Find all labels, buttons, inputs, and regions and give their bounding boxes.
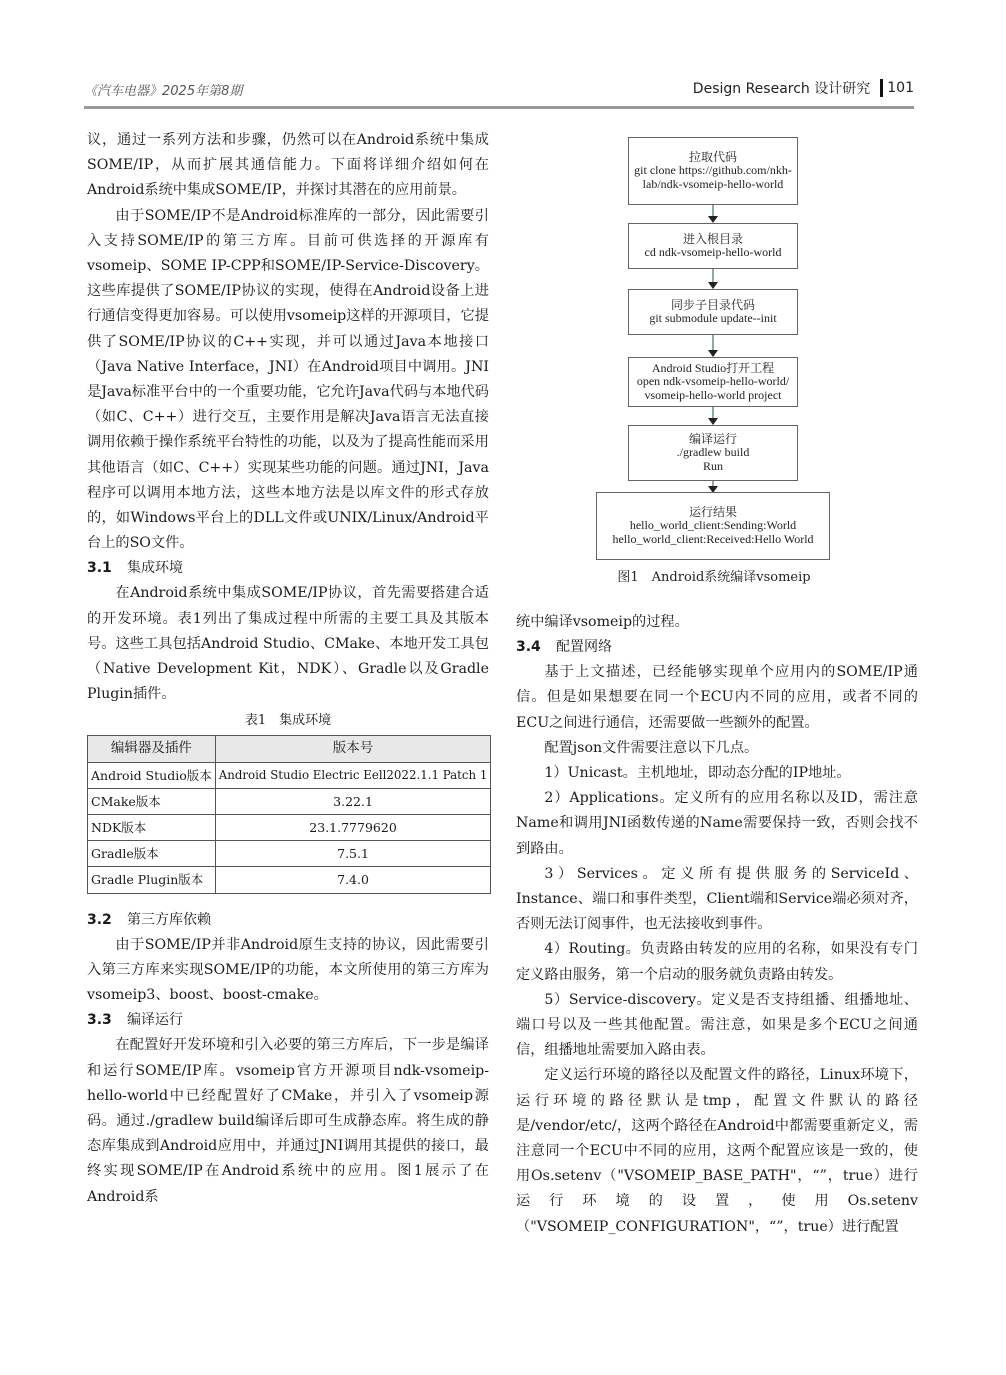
step-command: ./gradlew build bbox=[676, 445, 750, 460]
table-cell: Gradle Plugin版本 bbox=[88, 867, 216, 893]
table-header-cell: 编辑器及插件 bbox=[88, 736, 216, 762]
table-cell: NDK版本 bbox=[88, 815, 216, 841]
config-item-applications: 2）Applications。定义所有的应用名称以及ID，需注意Name和调用JNI函数传递的Name需要保持一致，否则会找不到路由。 bbox=[516, 790, 918, 857]
table-caption: 表1 集成环境 bbox=[244, 713, 332, 729]
flow-step-open-project bbox=[628, 357, 798, 407]
section-3-4-paragraph-2: 配置json文件需要注意以下几点。 bbox=[544, 739, 759, 756]
section-title: 编译运行 bbox=[127, 1012, 183, 1029]
table-header-row bbox=[88, 736, 491, 762]
table-cell: Android Studio版本 bbox=[88, 762, 216, 788]
table-row bbox=[88, 867, 491, 893]
flow-arrow-icon bbox=[712, 407, 714, 423]
section-header bbox=[693, 78, 914, 98]
section-3-2-heading bbox=[87, 908, 489, 933]
step-command: cd ndk-vsomeip-hello-world bbox=[644, 245, 782, 259]
flow-step-build bbox=[628, 425, 798, 481]
flow-step-submodule bbox=[628, 289, 798, 335]
config-item-services: 3）Services。定义所有提供服务的ServiceId、Instance、端口和事件类型，Client端和Service端必须对齐，否则无法订阅事件，也无法接收到事件。 bbox=[516, 865, 918, 933]
flow-arrow-icon bbox=[712, 269, 714, 287]
flow-arrow-icon bbox=[712, 481, 714, 491]
continuation-text: 统中编译vsomeip的过程。 bbox=[516, 614, 689, 630]
table-cell: 7.4.0 bbox=[215, 867, 491, 893]
step-command: hello_world_client:Sending:World bbox=[629, 518, 797, 533]
step-command: hello_world_client:Received:Hello World bbox=[612, 531, 814, 546]
section-3-2-paragraph: 由于SOME/IP并非Android原生支持的协议，因此需要引入第三方库来实现SOME/IP的功能，本文所使用的第三方库为vsomeip3、boost、boost-cmake。 bbox=[87, 936, 489, 1004]
step-command: open ndk-vsomeip-hello-world/ bbox=[636, 374, 790, 389]
intro-paragraph-2: 由于SOME/IP不是Android标准库的一部分，因此需要引入支持SOME/IP的第三方库。目前可供选择的开源库有vsomeip、SOME IP-CPP和SOME/IP-Service-Discovery。这些库提供了SOME/IP协议的实现，使得在Android设备上进行通信变得更加容易。可以使用vsomeip这样的开源项目，它提供了SOME/IP协议的C++实现，并可以通过Java本地接口（Java Native Interface，JNI）在Android项目中调用。JNI是Java标准平台中的一个重要功能，它允许Java代码与本地代码（如C、C++）进行交互，主要作用是解决Java语言无法直接调用依赖于操作系统平台特性的功能，以及为了提高性能而采用其他语言（如C、C++）实现某些功能的问题。通过JNI，Java程序可以调用本地方法，这些本地方法是以库文件的形式存放的，如Windows平台上的DLL文件或UNIX/Linux/Android平台上的SO文件。 bbox=[87, 207, 489, 552]
step-title: Android Studio打开工程 bbox=[651, 360, 775, 375]
step-title: 同步子目录代码 bbox=[670, 297, 755, 312]
integration-environment-table bbox=[87, 735, 491, 893]
page-number: 101 bbox=[887, 80, 914, 96]
section-3-3-heading bbox=[87, 1008, 489, 1033]
table-cell: 23.1.7779620 bbox=[215, 815, 491, 841]
header-rule bbox=[84, 106, 914, 109]
step-title: 编译运行 bbox=[688, 431, 737, 446]
table-cell: CMake版本 bbox=[88, 788, 216, 814]
section-3-4-paragraph-1: 基于上文描述，已经能够实现单个应用内的SOME/IP通信。但是如果想要在同一个ECU内不同的应用，或者不同的ECU之间进行通信，还需要做一些额外的配置。 bbox=[516, 664, 918, 731]
step-command: git submodule update--init bbox=[649, 311, 777, 325]
table-row bbox=[88, 762, 491, 788]
flow-arrow-icon bbox=[712, 205, 714, 221]
table-cell: 7.5.1 bbox=[215, 841, 491, 867]
table-row bbox=[88, 841, 491, 867]
table-row bbox=[88, 788, 491, 814]
table-row bbox=[88, 815, 491, 841]
config-item-routing: 4）Routing。负责路由转发的应用的名称，如果没有专门定义路由服务，第一个启动的服务就负责路由转发。 bbox=[516, 941, 918, 983]
section-3-1-heading bbox=[87, 556, 489, 581]
step-command: vsomeip-hello-world project bbox=[644, 387, 782, 402]
section-3-4-paragraph-3: 定义运行环境的路径以及配置文件的路径，Linux环境下，运行环境的路径默认是tmp，配置文件默认的路径是/vendor/etc/，这两个路径在Android中都需要重新定义，需注意同一个ECU中不同的应用，这两个配置应该是一致的，使用Os.setenv（"VSOMEIP_BASE_PATH"，“”，true）进行运行环境的设置，使用Os.setenv（"VSOMEIP_CONFIGURATION"，“”，true）进行配置 bbox=[516, 1067, 918, 1235]
left-column bbox=[87, 128, 489, 1210]
step-command: Run bbox=[702, 458, 723, 473]
section-title: 第三方库依赖 bbox=[127, 911, 211, 928]
table-cell: Gradle版本 bbox=[88, 841, 216, 867]
flow-arrow-icon bbox=[712, 335, 714, 355]
intro-paragraph-1: 议，通过一系列方法和步骤，仍然可以在Android系统中集成SOME/IP，从而扩展其通信能力。下面将详细介绍如何在Android系统中集成SOME/IP，并探讨其潜在的应用前景。 bbox=[87, 132, 489, 199]
step-command: lab/ndk-vsomeip-hello-world bbox=[642, 176, 784, 191]
step-title: 运行结果 bbox=[688, 504, 737, 519]
section-number: 3.4 bbox=[516, 639, 541, 656]
page-header bbox=[84, 78, 914, 106]
table-header-cell: 版本号 bbox=[215, 736, 491, 762]
journal-title: 《汽车电器》2025年第8期 bbox=[84, 84, 243, 99]
section-3-1-paragraph: 在Android系统中集成SOME/IP协议，首先需要搭建合适的开发环境。表1列出了集成过程中所需的主要工具及其版本号。这些工具包括Android Studio、CMake、本地开发工具包（Native Development Kit，NDK）、Gradle以及Gradle Plugin插件。 bbox=[87, 585, 489, 703]
step-title: 进入根目录 bbox=[682, 231, 743, 246]
section-number: 3.3 bbox=[87, 1012, 112, 1029]
section-number: 3.1 bbox=[87, 560, 112, 577]
flow-step-cd bbox=[628, 223, 798, 269]
section-3-4-heading bbox=[516, 635, 918, 660]
flow-step-result bbox=[596, 492, 830, 560]
step-title: 拉取代码 bbox=[688, 149, 737, 164]
section-3-3-paragraph: 在配置好开发环境和引入必要的第三方库后，下一步是编译和运行SOME/IP库。vsomeip官方开源项目ndk-vsomeip-hello-world中已经配置好了CMake，并引入了vsomeip源码。通过./gradlew build编译后即可生成静态库。将生成的静态库集成到Android应用中，并通过JNI调用其提供的接口，最终实现SOME/IP在Android系统中的应用。图1展示了在Android系 bbox=[87, 1037, 489, 1205]
section-name: Design Research 设计研究 bbox=[692, 81, 871, 97]
step-command: git clone https://github.com/nkh- bbox=[634, 163, 792, 178]
table-cell: Android Studio Electric Eell2022.1.1 Patch 1 bbox=[215, 762, 491, 788]
section-title: 配置网络 bbox=[556, 639, 612, 656]
table-cell: 3.22.1 bbox=[215, 788, 491, 814]
header-divider bbox=[880, 79, 883, 97]
config-item-unicast: 1）Unicast。主机地址，即动态分配的IP地址。 bbox=[544, 765, 851, 782]
figure-caption: 图1 Android系统编译vsomeip bbox=[617, 570, 811, 585]
flow-step-clone bbox=[628, 137, 798, 205]
right-column bbox=[516, 610, 918, 1240]
section-number: 3.2 bbox=[87, 911, 112, 928]
section-title: 集成环境 bbox=[127, 560, 183, 577]
config-item-service-discovery: 5）Service-discovery。定义是否支持组播、组播地址、端口号以及一些其他配置。需注意，如果是多个ECU之间通信，组播地址需要加入路由表。 bbox=[516, 991, 918, 1059]
